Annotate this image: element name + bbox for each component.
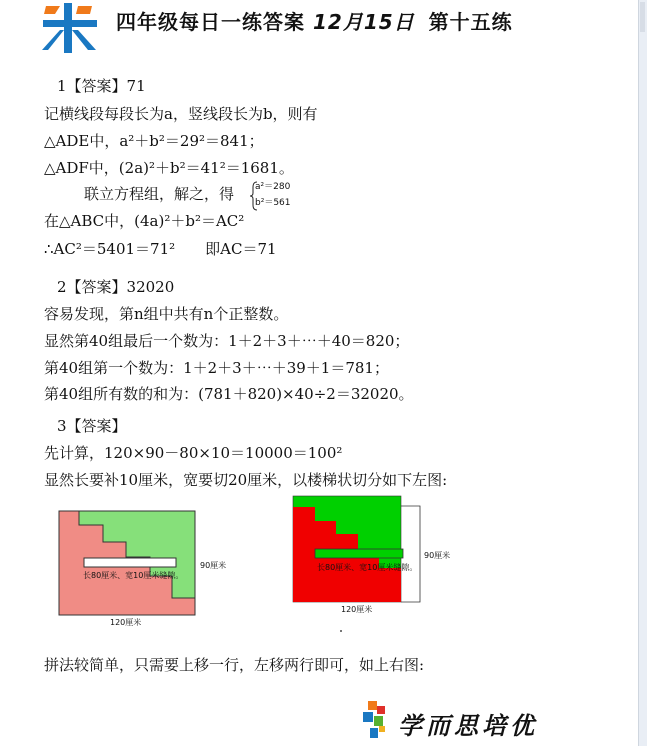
footer-brand: 学而思培优 <box>398 712 538 740</box>
system-eq-1: a²＝280 <box>255 182 291 192</box>
q3-line: 显然长要补10厘米，宽要切20厘米，以楼梯状切分如下左图: <box>44 471 448 489</box>
stray-dot <box>340 630 342 632</box>
q2-line: 第40组所有数的和为：(781＋820)×40÷2＝32020。 <box>44 385 414 403</box>
scrollbar-thumb[interactable] <box>640 2 645 32</box>
xueersi-footer-icon <box>362 700 390 740</box>
q2-line: 容易发现，第n组中共有n个正整数。 <box>44 305 289 323</box>
hole-label-right: 长80厘米、宽10厘米缝隙。 <box>317 563 418 572</box>
q2-line: 显然第40组最后一个数为：1＋2＋3＋⋯＋40＝820； <box>44 332 410 350</box>
q1-line: △ADE中，a²＋b²＝29²＝841； <box>44 132 264 150</box>
title-lesson: 第十五练 <box>428 10 513 34</box>
label-120-left: 120厘米 <box>110 618 142 627</box>
q1-line: 在△ABC中，(4a)²＋b²＝AC² <box>44 212 245 230</box>
staircase-figure-left <box>58 510 198 618</box>
q1-line: △ADF中，(2a)²＋b²＝41²＝1681。 <box>44 159 294 177</box>
q3-closing: 拼法较简单，只需要上移一行，左移两行即可，如上右图: <box>44 656 425 674</box>
q3-heading: 3【答案】 <box>57 417 127 435</box>
title-date: 12月15日 <box>313 10 415 34</box>
q1-line: 记横线段每段长为a，竖线段长为b，则有 <box>44 105 318 123</box>
xueersi-logo-icon <box>40 3 100 53</box>
q1-line: 联立方程组，解之，得 <box>84 185 235 203</box>
q3-line: 先计算，120×90－80×10＝10000＝100² <box>44 444 343 462</box>
label-90-right: 90厘米 <box>424 551 451 560</box>
q1-line: ∴AC²＝5401＝71² 即AC＝71 <box>44 240 277 258</box>
q1-heading: 1【答案】71 <box>57 77 146 95</box>
hole-label-left: 长80厘米、宽10厘米缝隙。 <box>83 571 184 580</box>
page-title <box>116 6 513 35</box>
q2-line: 第40组第一个数为：1＋2＋3＋⋯＋39＋1＝781； <box>44 359 389 377</box>
staircase-figure-right <box>292 494 428 608</box>
title-text: 四年级每日一练答案 <box>116 10 305 34</box>
label-90-left: 90厘米 <box>200 561 227 570</box>
q2-heading: 2【答案】32020 <box>57 278 175 296</box>
scrollbar[interactable] <box>638 0 647 746</box>
system-eq-2: b²＝561 <box>255 198 291 208</box>
label-120-right: 120厘米 <box>341 605 373 614</box>
